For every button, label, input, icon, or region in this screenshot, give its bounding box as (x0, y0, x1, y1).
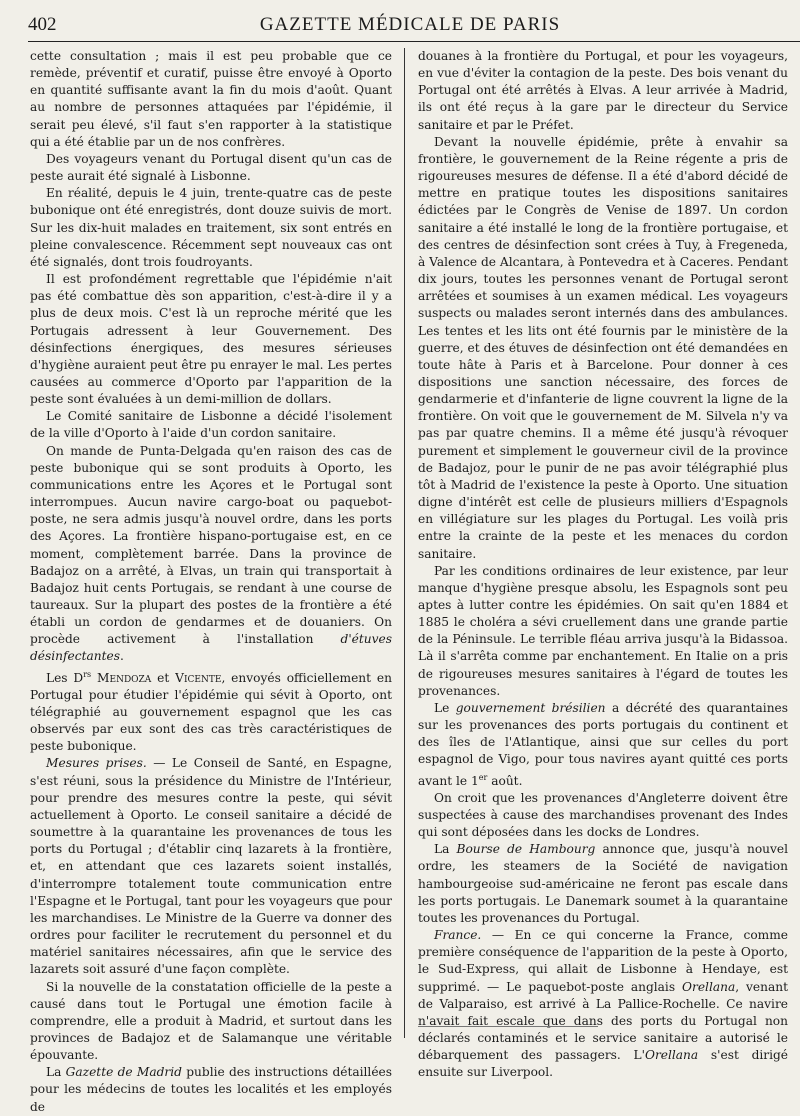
text-run: Orellana (682, 979, 736, 994)
paragraph (418, 841, 788, 927)
text-run: cette consultation ; mais il est peu probable que ce remède, préventif et curatif, puisse être envoyé à Oporto en quantité suffisante avant la fin du mois d'août. Quant au nombre de personnes attaquées par l'épidémie, il serait peu élevé, s'il faut s'en rapporter à la statistique qui a été établie par un de nos confrères. (30, 49, 392, 149)
text-run: publie des instructions détaillées pour les médecins de toutes les localités et les employés de (30, 1065, 393, 1114)
text-run: — En ce qui concerne la France, comme première conséquence de l'apparition de la peste à Oporto, le Sud-Express, qui allait de Lisbonne à Hendaye, est supprimé. — Le paquebot-poste anglais (418, 928, 788, 994)
text-run: août. (487, 773, 523, 788)
text-run: Mesures prises. (46, 756, 147, 771)
text-run: On mande de Punta-Delgada qu'en raison des cas de peste bubonique qui se sont produits à Oporto, les communications entre les Açores et le Portugal sont interrompues. Aucun navire cargo-boat ou paquebot-poste, ne sera admis jusqu'à nouvel ordre, dans les ports des Açores. La frontière hispano-portugaise est, en ce moment, complètement barrée. Dans la province de Badajoz on a arrêté, à Elvas, un train qui transportait à Badajoz huit cents Portugais, se rendant à une course de taureaux. Sur la plupart des postes de la frontière a été établi un cordon de gendarmes et de douaniers. On procède activement à l'installation (30, 443, 392, 647)
running-title: GAZETTE MÉDICALE DE PARIS (259, 14, 561, 35)
text-run: En réalité, depuis le 4 juin, trente-quatre cas de peste bubonique ont été enregistrés, dont douze suivis de mort. Sur les dix-huit malades en traitement, six sont entrés en pleine convalescence. Récemment sept nouveaux cas ont été signalés, dont trois foudroyants. (30, 186, 392, 269)
paragraph (418, 563, 788, 700)
right-column (418, 48, 789, 1080)
paragraph (30, 666, 392, 756)
text-run: et (151, 670, 176, 685)
text-run: Il est profondément regrettable que l'épidémie n'ait pas été combattue dès son apparition, c'est-à-dire il y a plus de deux mois. C'est là un reproche mérité que les Portugais adressent à leur Gouvernement. Des désinfections énergiques, des mesures sérieuses d'hygiène auraient peut être pu enrayer le mal. Les pertes causées au commerce d'Oporto par l'apparition de la peste sont évaluées à un demi-million de dollars. (30, 272, 392, 407)
paragraph (30, 185, 392, 271)
paragraph (418, 927, 788, 1081)
text-run: Si la nouvelle de la constatation officielle de la peste a causé dans tout le Portugal une émotion facile à comprendre, elle a produit à Madrid, et surtout dans les provinces de Badajoz et de Salamanque une véritable épouvante. (30, 979, 392, 1063)
text-run: a décrété des quarantaines sur les provenances des ports portugais du continent et des îles de l'Atlantique, ainsi que sur celles du port espagnol de Vigo, pour tous navires ayant quitté ces ports avant le 1 (418, 700, 789, 788)
text-run: Par les conditions ordinaires de leur existence, par leur manque d'hygiène presque absolu, les Espagnols sont peu aptes à lutter contre les épidémies. On sait qu'en 1884 et 1885 le choléra a sévi cruellement dans une grande partie de la Péninsule. Le terrible fléau arriva jusqu'à la Bidassoa. Là il s'arrêta comme par enchantement. En Italie on a pris de rigoureuses mesures sanitaires à l'égard de toutes les provenances. (418, 563, 788, 698)
paragraph (30, 755, 392, 978)
text-run: , envoyés officiellement en Portugal pour étudier l'épidémie qui sévit à Oporto, ont télégraphié au gouvernement espagnol que les cas observés par eux sont des cas très caractéristiques de peste bubonique. (30, 670, 392, 754)
text-run: On croit que les provenances d'Angleterre doivent être suspectées à cause des marchandises provenant des Indes qui sont déposées dans les docks de Londres. (418, 790, 788, 840)
text-run: France. (434, 928, 482, 943)
text-run: Le Comité sanitaire de Lisbonne a décidé l'isolement de la ville d'Oporto à l'aide d'un cordon sanitaire. (30, 409, 392, 441)
header-rule (28, 41, 800, 42)
paragraph (418, 790, 788, 841)
text-run: d'étuves désinfectantes (30, 632, 392, 664)
paragraph (30, 1064, 392, 1115)
text-run: Le (434, 700, 456, 715)
paragraph (418, 48, 788, 134)
column-divider (404, 48, 405, 1038)
text-run: — Le Conseil de Santé, en Espagne, s'est réuni, sous la présidence du Ministre de l'Intérieur, pour prendre des mesures contre la peste, qui sévit actuellement à Oporto. Le conseil sanitaire a décidé de soumettre à la quarantaine les provenances de tous les ports du Portugal ; d'établir cinq lazarets à la frontière, et, en attendant que ces lazarets soient installés, d'interrompre totalement toute communication entre l'Espagne et le Portugal, tant pour les voyageurs que pour les marchandises. Le Ministre de la Guerre va donner des ordres pour faciliter le recrutement du personnel et du matériel sanitaires nécessaires, afin que le service des lazarets soit assuré d'une façon complète. (30, 756, 392, 977)
left-column (30, 48, 393, 1114)
text-run: s'est dirigé ensuite sur Liverpool. (418, 1048, 789, 1080)
paragraph (30, 408, 392, 442)
paragraph (418, 134, 788, 563)
text-run: La (434, 842, 457, 857)
page-number: 402 (28, 14, 57, 35)
text-run: douanes à la frontière du Portugal, et pour les voyageurs, en vue d'éviter la contagion de la peste. Des bois venant du Portugal ont été arrêtés à Elvas. A leur arrivée à Madrid, ils ont été reçus à la gare par le directeur du Service sanitaire et par le Préfet. (418, 49, 788, 132)
paragraph (30, 151, 392, 185)
paragraph (30, 979, 392, 1065)
paragraph (30, 271, 392, 408)
text-run: Vicente (175, 670, 222, 685)
text-run: rs (83, 669, 92, 679)
text-run: Mendoza (97, 670, 152, 685)
text-run: Les D (46, 670, 84, 685)
text-run: La (46, 1065, 66, 1080)
text-run: annonce que, jusqu'à nouvel ordre, les steamers de la Société de navigation hambourgeoise sud-américaine ne feront pas escale dans les ports portugais. Le Danemark soumet à la quarantaine toutes les provenances du Portugal. (418, 842, 789, 925)
text-run: Des voyageurs venant du Portugal disent qu'un cas de peste aurait été signalé à Lisbonne. (30, 151, 392, 184)
text-run: Bourse de Hambourg (456, 842, 596, 857)
paragraph (418, 700, 788, 790)
text-run: Gazette de Madrid (65, 1065, 182, 1080)
text-run: Orellana (644, 1048, 699, 1063)
paragraph (30, 48, 392, 151)
text-run: Devant la nouvelle épidémie, prête à envahir sa frontière, le gouvernement de la Reine régente a pris de rigoureuses mesures de défense. Il a été d'abord décidé de mettre en pratique toutes les dispositions sanitaires édictées par le Congrès de Venise de 1897. Un cordon sanitaire a été installé le long de la frontière portugaise, et des centres de désinfection sont crées à Tuy, à Fregeneda, à Valence de Alcantara, à Pontevedra et à Caceres. Pendant dix jours, toutes les personnes venant de Portugal seront arrêtées et soumises à un examen médical. Les voyageurs suspects ou malades seront internés dans des ambulances. Les tentes et les lits ont été fournis par le ministère de la guerre, et des étuves de désinfection ont été demandées en toute hâte à Paris et à Barcelone. Pour donner à ces dispositions une sanction nécessaire, des forces de gendarmerie et d'infanterie de ligne couvrent la ligne de la frontière. On voit que le gouvernement de M. Silvela n'y va pas par quatre chemins. Il a même été jusqu'à révoquer purement et simplement le gouverneur civil de la province de Badajoz, pour le punir de ne pas avoir télégraphié plus tôt à Madrid de l'existence la peste à Oporto. Une situation digne d'intérêt est celle de plusieurs milliers d'Espagnols en villégiature sur les plages du Portugal. Les voilà pris entre la crainte de la peste et les menaces du cordon sanitaire. (418, 134, 788, 561)
end-rule (418, 1026, 598, 1027)
text-run: , venant de Valparaiso, est arrivé à La Pallice-Rochelle. Ce navire n'avait fait escale que dans des ports du Portugal non déclarés contaminés et le service sanitaire a autorisé le débarquement des passagers. L' (418, 979, 788, 1063)
paragraph (30, 443, 392, 666)
page-header (0, 0, 800, 44)
text-run: er (478, 772, 488, 782)
text-run: . (119, 649, 124, 664)
text-run: gouvernement brésilien (455, 700, 606, 715)
